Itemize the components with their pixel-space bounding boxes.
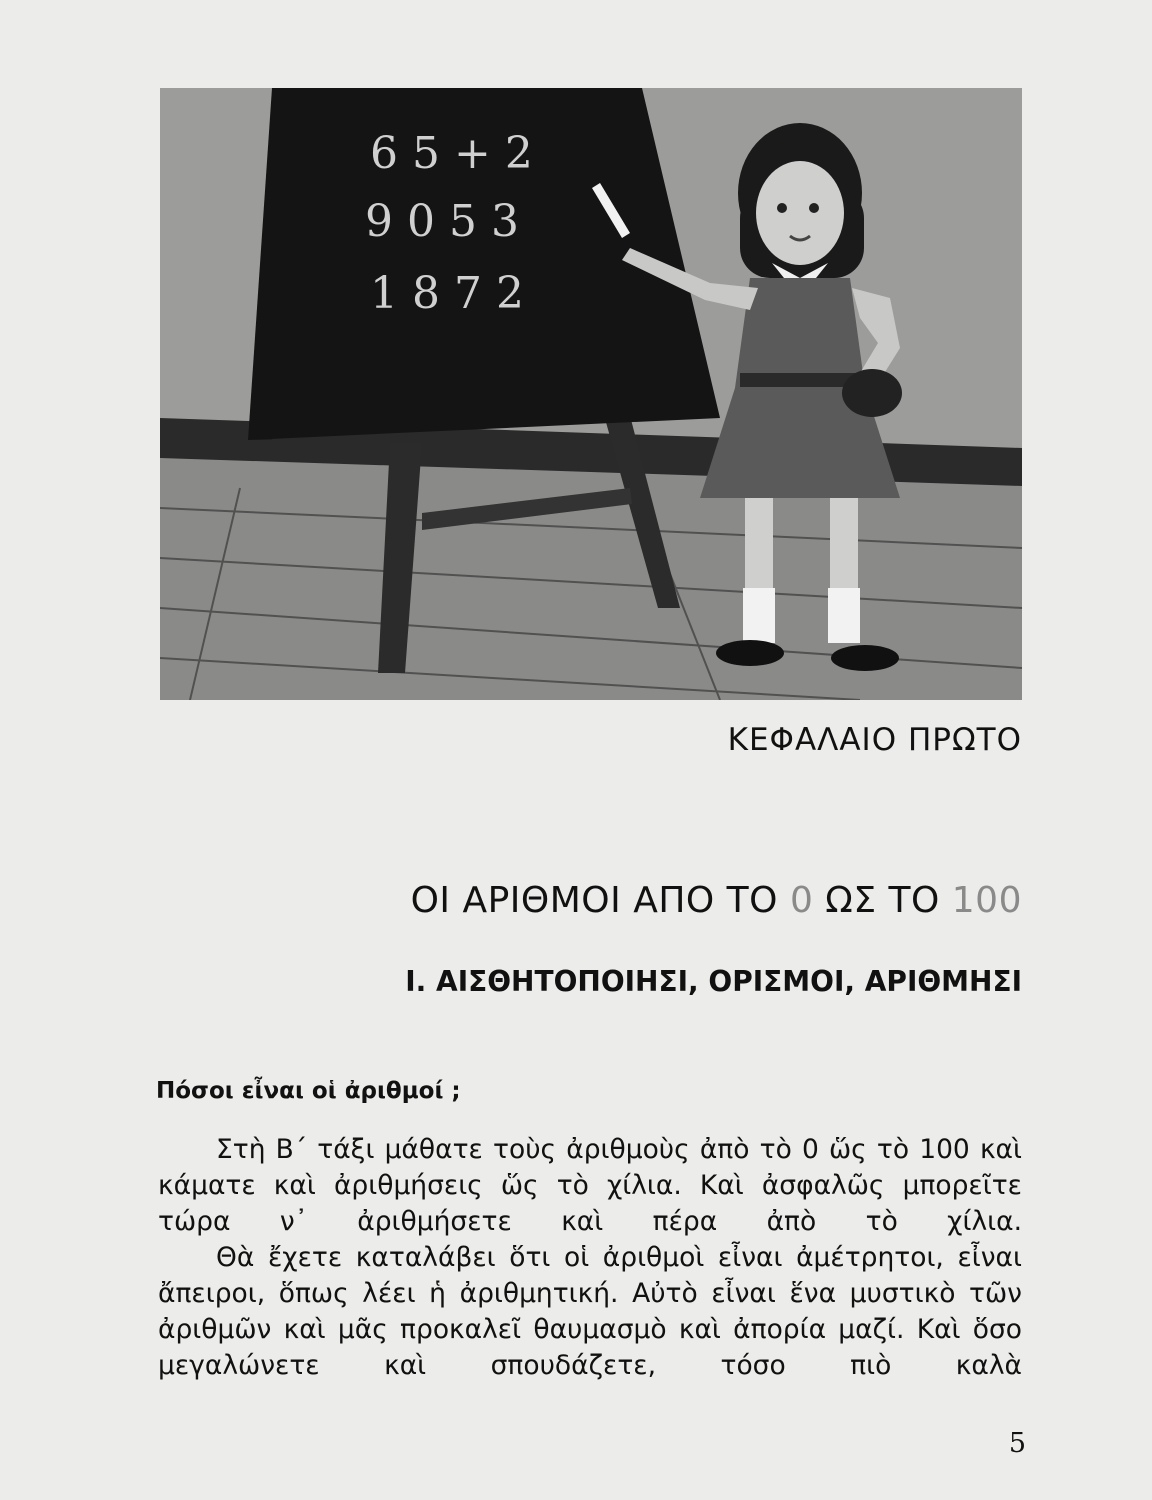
paragraph: Θὰ ἔχετε καταλάβει ὅτι οἱ ἀριθμοὶ εἶναι ἀμέτρητοι, εἶναι ἄπειροι, ὅπως λέει ἡ ἀριθμητική. Αὐτὸ εἶναι ἕνα μυστικὸ τῶν ἀριθμῶν καὶ μᾶς προκαλεῖ θαυμασμὸ καὶ ἀπορία μαζί. Καὶ ὅσο μεγαλώνετε καὶ σπουδάζετε, τόσο πιὸ καλὰ (158, 1242, 1022, 1381)
chapter-title-number-start: 0 (789, 880, 814, 921)
chapter-title (411, 880, 1022, 921)
chapter-title-part2: ΩΣ ΤΟ (813, 880, 952, 921)
page-number: 5 (1008, 1428, 1026, 1459)
question-heading: Πόσοι εἶναι οἱ ἀριθμοί ; (156, 1078, 461, 1104)
body-text (158, 1132, 1022, 1384)
girl-at-chalkboard-image (160, 88, 1022, 700)
chalkboard-illustration (160, 88, 1022, 700)
chalkboard-line-3: 1 8 7 2 (370, 268, 524, 319)
chalkboard-line-2: 9 0 5 3 (365, 196, 519, 247)
chalkboard-line-1: 6 5 + 2 (370, 128, 533, 179)
chapter-title-part1: ΟΙ ΑΡΙΘΜΟΙ ΑΠΟ ΤΟ (410, 880, 790, 921)
paragraph: Στὴ Β΄ τάξι μάθατε τοὺς ἀριθμοὺς ἀπὸ τὸ 0 ὥς τὸ 100 καὶ κάματε καὶ ἀριθμήσεις ὥς τὸ χίλια. Καὶ ἀσφαλῶς μπορεῖτε τώρα ν᾽ ἀριθμήσετε καὶ πέρα ἀπὸ τὸ χίλια. (158, 1134, 1022, 1237)
section-title: Ι. ΑΙΣΘΗΤΟΠΟΙΗΣΙ, ΟΡΙΣΜΟΙ, ΑΡΙΘΜΗΣΙ (405, 965, 1022, 998)
chapter-label: ΚΕΦΑΛΑΙΟ ΠΡΩΤΟ (727, 722, 1022, 758)
chapter-title-number-end: 100 (951, 880, 1022, 921)
